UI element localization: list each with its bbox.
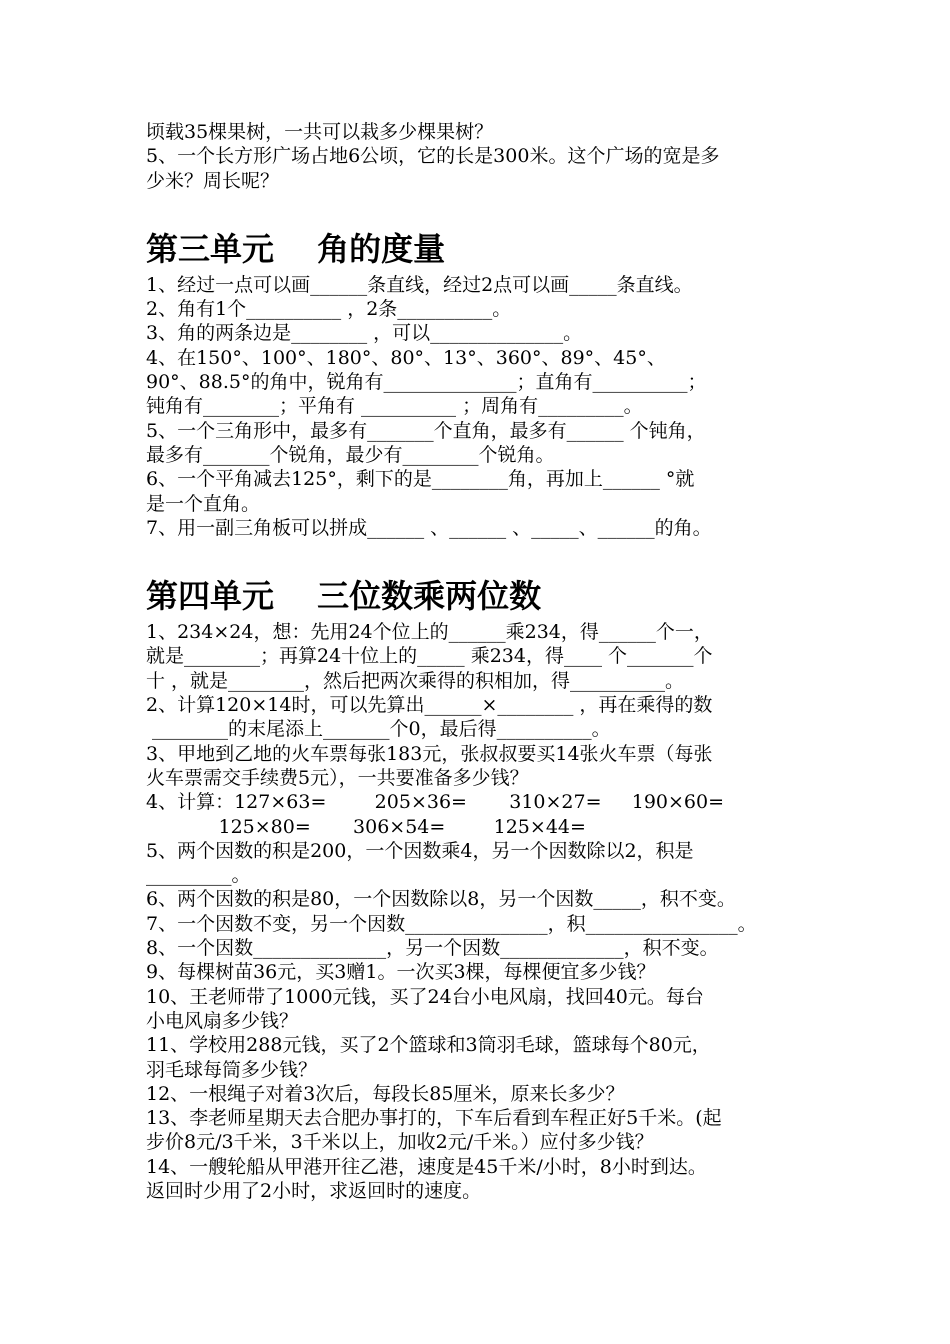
question-line: 羽毛球每筒多少钱？ [146,1058,318,1081]
question-line: 12、一根绳子对着3次后，每段长85厘米，原来长多少？ [146,1082,625,1105]
question-line: 3、角的两条边是________ ，可以______________。 [146,322,583,345]
text-line: 少米？周长呢？ [146,169,280,192]
document-page [146,120,816,1203]
question-line: 90°、88.5°的角中，锐角有______________；直角有__________； [146,371,707,394]
question-line: 13、李老师星期天去合肥办事打的，下车后看到车程正好5千米。(起 [146,1107,722,1130]
question-line: 2、角有1个__________ ，2条__________。 [146,298,512,321]
question-line: 小电风扇多少钱？ [146,1009,299,1032]
question-line: _________。 [146,864,251,887]
question-line: 8、一个因数______________，另一个因数_____________，积不变。 [146,937,719,960]
section-heading: 第三单元 角的度量 [146,229,446,268]
question-line: 就是________；再算24十位上的_____ 乘234，得____ 个_______个 [146,645,713,668]
question-line: 火车票需交手续费5元），一共要准备多少钱？ [146,766,529,789]
question-line: 7、用一副三角板可以拼成______ 、______ 、_____、______的角。 [146,516,712,539]
unit3-section [146,227,816,540]
unit4-section [146,574,816,1203]
question-line: 返回时少用了2小时，求返回时的速度。 [146,1179,482,1202]
question-line: 2、计算120×14时，可以先算出______×________ ，再在乘得的数 [146,694,713,717]
question-line: 步价8元/3千米，3千米以上，加收2元/千米。）应付多少钱？ [146,1131,654,1154]
question-line: 1、234×24，想：先用24个位上的______乘234，得______个一， [146,621,713,644]
question-line: 5、两个因数的积是200，一个因数乘4，另一个因数除以2，积是 [146,839,694,862]
question-line: 3、甲地到乙地的火车票每张183元，张叔叔要买14张火车票（每张 [146,742,713,765]
question-line: 是一个直角。 [146,492,261,515]
question-line: 4、在150°、100°、180°、80°、13°、360°、89°、45°、 [146,346,666,369]
question-line: 6、两个因数的积是80，一个因数除以8，另一个因数_____，积不变。 [146,888,736,911]
text-line: 顷载35棵果树，一共可以栽多少棵果树？ [146,121,494,143]
question-line: 10、王老师带了1000元钱，买了24台小电风扇，找回40元。每台 [146,985,704,1008]
question-line: 4、计算：127×63= 205×36= 310×27= 190×60= [146,791,725,814]
question-line: 6、一个平角减去125°，剩下的是________角，再加上______ °就 [146,468,695,491]
question-line: 钝角有________；平角有 __________ ；周角有_________。 [146,395,643,418]
question-line: 11、学校用288元钱，买了2个篮球和3筒羽毛球，篮球每个80元， [146,1034,711,1057]
text-line: 5、一个长方形广场占地6公顷，它的长是300米。这个广场的宽是多 [146,145,720,168]
question-line: ________的末尾添上_______个0，最后得__________。 [146,718,611,741]
question-line: 9、每棵树苗36元，买3赠1。一次买3棵，每棵便宜多少钱？ [146,961,656,984]
question-line: 1、经过一点可以画______条直线，经过2点可以画_____条直线。 [146,273,693,296]
question-line: 十 ，就是________，然后把两次乘得的积相加，得__________。 [146,669,685,692]
question-line: 最多有_______个锐角，最少有________个锐角。 [146,443,555,466]
section-heading: 第四单元 三位数乘两位数 [146,577,542,616]
question-line: 5、一个三角形中，最多有_______个直角，最多有______ 个钝角， [146,419,706,442]
question-line: 14、一艘轮船从甲港开往乙港，速度是45千米/小时，8小时到达。 [146,1155,707,1178]
intro-section [146,120,816,193]
question-line: 7、一个因数不变，另一个因数_______________，积________________。 [146,912,757,935]
question-line: 125×80= 306×54= 125×44= [146,815,586,838]
